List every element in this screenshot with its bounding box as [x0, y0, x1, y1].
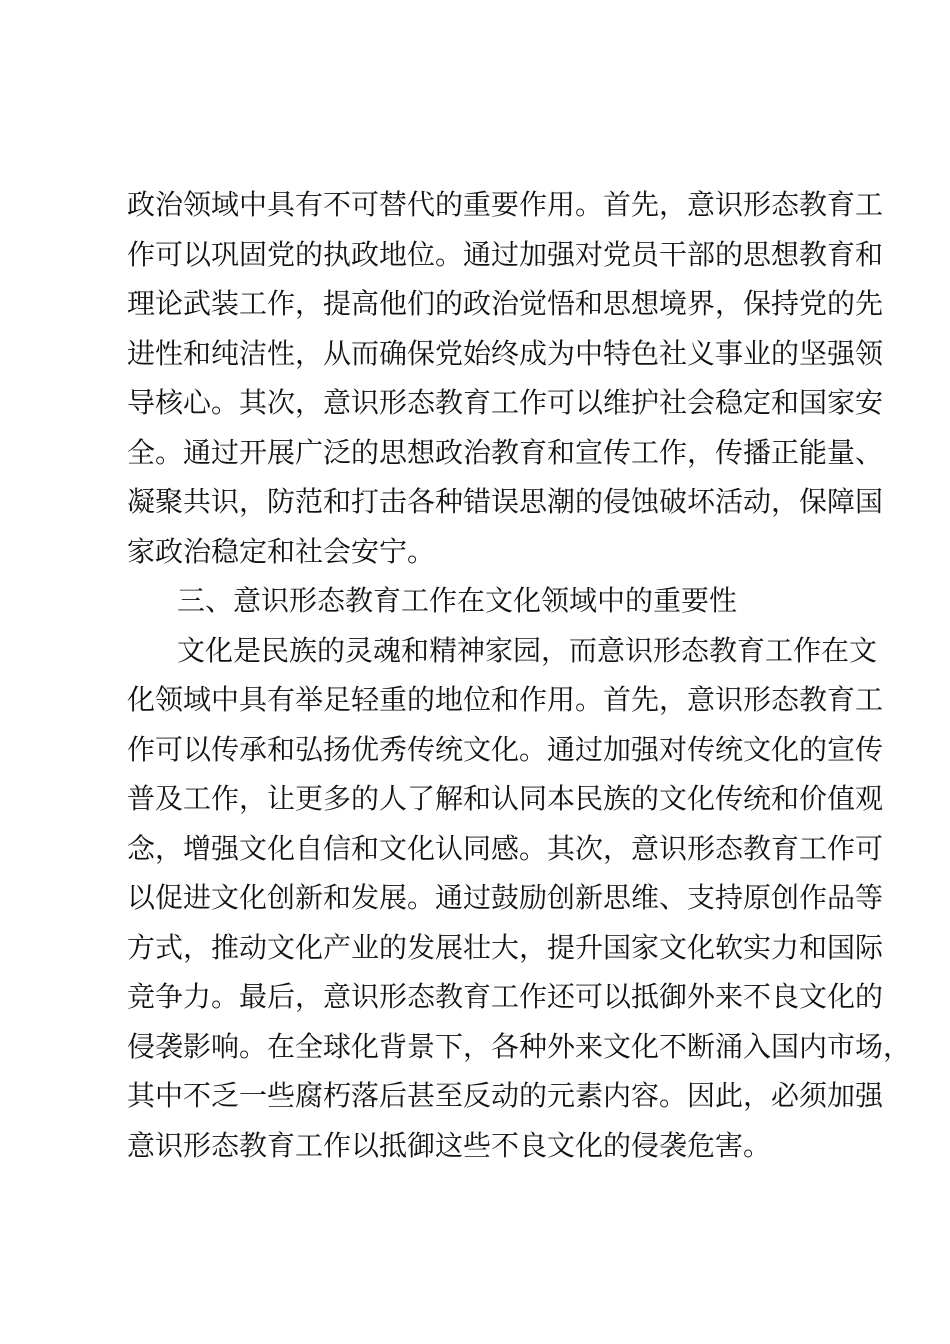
text-line: 进性和纯洁性，从而确保党始终成为中特色社义事业的坚强领 — [127, 336, 884, 370]
text-line: 竞争力。最后，意识形态教育工作还可以抵御外来不良文化的 — [127, 980, 884, 1013]
text-line: 导核心。其次，意识形态教育工作可以维护社会稳定和国家安 — [127, 386, 884, 419]
paragraph-culture — [127, 626, 912, 1171]
text-line: 其中不乏一些腐朽落后甚至反动的元素内容。因此，必须加强 — [127, 1079, 884, 1112]
text-line: 凝聚共识，防范和打击各种错误思潮的侵蚀破坏活动，保障国 — [127, 485, 884, 518]
text-line: 理论武装工作，提高他们的政治觉悟和思想境界，保持党的先 — [127, 287, 884, 320]
text-line: 全。通过开展广泛的思想政治教育和宣传工作，传播正能量、 — [127, 435, 884, 469]
text-line: 化领域中具有举足轻重的地位和作用。首先，意识形态教育工 — [127, 683, 884, 716]
text-line: 作可以传承和弘扬优秀传统文化。通过加强对传统文化的宣传 — [127, 732, 884, 766]
text-line: 家政治稳定和社会安宁。 — [127, 534, 436, 568]
text-line: 普及工作，让更多的人了解和认同本民族的文化传统和价值观 — [127, 782, 884, 815]
section-heading: 三、意识形态教育工作在文化领域中的重要性 — [177, 584, 738, 617]
text-line: 文化是民族的灵魂和精神家园，而意识形态教育工作在文 — [177, 633, 878, 667]
text-line: 作可以巩固党的执政地位。通过加强对党员干部的思想教育和 — [127, 237, 884, 271]
text-line: 念，增强文化自信和文化认同感。其次，意识形态教育工作可 — [127, 831, 884, 865]
text-line: 以促进文化创新和发展。通过鼓励创新思维、支持原创作品等 — [127, 881, 884, 914]
paragraph-politics — [127, 180, 884, 576]
text-line: 侵袭影响。在全球化背景下，各种外来文化不断涌入国内市场， — [127, 1029, 912, 1063]
text-line: 意识形态教育工作以抵御这些不良文化的侵袭危害。 — [127, 1128, 772, 1162]
text-line: 方式，推动文化产业的发展壮大，提升国家文化软实力和国际 — [127, 930, 884, 964]
document-body — [127, 180, 912, 1170]
text-line: 政治领域中具有不可替代的重要作用。首先，意识形态教育工 — [127, 188, 884, 221]
